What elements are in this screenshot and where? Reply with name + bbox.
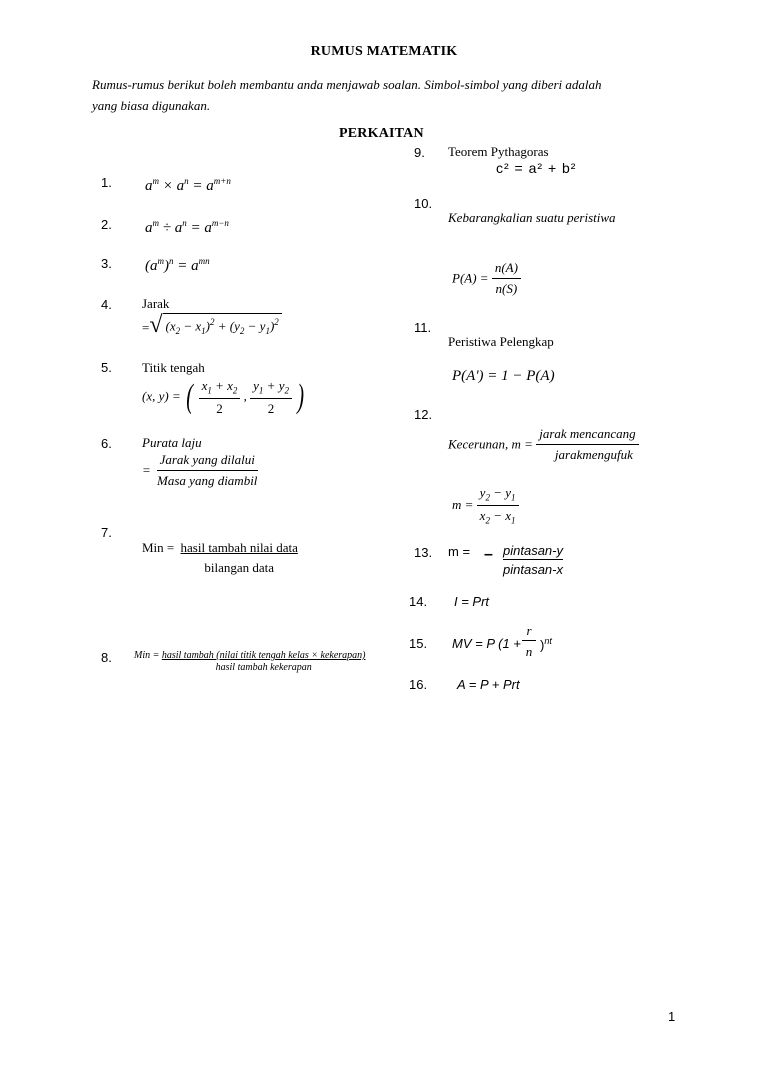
section-heading: PERKAITAN (339, 126, 424, 141)
formula-16: A = P + Prt (457, 677, 520, 692)
formula-15-r: r (526, 623, 532, 638)
pintasan-y: pintasan-y (503, 543, 563, 558)
item-number-5: 5. (101, 360, 112, 375)
item-number-7: 7. (101, 525, 112, 540)
formula-8 (134, 650, 366, 673)
item-number-9: 9. (414, 145, 425, 160)
formula-13 (503, 543, 563, 577)
m13-minus: – (484, 546, 493, 563)
kecerunan-label: Kecerunan, m = (448, 436, 533, 452)
formula-12b: m = $\frac{y_2 - y_1}{x_2 - x_1}$ (452, 485, 519, 525)
min8-label: Min = (134, 650, 162, 661)
kecerunan-denominator: jarakmengufuk (554, 447, 633, 462)
item-number-4: 4. (101, 297, 112, 312)
pa-numerator: n(A) (492, 260, 521, 279)
formula-15-lhs: MV = P (1 + (452, 636, 521, 651)
item-number-2: 2. (101, 217, 112, 232)
formula-6: = $\frac{\text{Jarak yang dilalui}}{\text{Masa yang diambil}}$ (142, 452, 260, 489)
min8-numerator: hasil tambah (nilai titik tengah kelas × kekerapan) (161, 650, 366, 661)
item-number-10: 10. (414, 196, 433, 211)
min8-denominator: hasil tambah kekerapan (215, 662, 312, 673)
formula-15-close: ) (540, 637, 545, 653)
min7-denominator: bilangan data (204, 560, 275, 575)
pelengkap-formula: P(A') = 1 − P(A) (452, 368, 555, 384)
item-number-6: 6. (101, 436, 112, 451)
item-number-12: 12. (414, 407, 433, 422)
m-lhs: m = (452, 497, 474, 513)
masa-diambil: Masa yang diambil (157, 473, 258, 488)
intro-text (92, 74, 692, 116)
formula-5: (x, y) = ( $\frac{x_1 + x_2}{2}$ , $\frac{y_1 + y_2}{2}$ ) (142, 378, 305, 416)
formula-10 (452, 260, 521, 297)
formula-15-n: n (525, 644, 533, 659)
formula-4: = √ $(x_2 - x_1)^2 + (y_2 - y_1)^2$ (142, 313, 282, 337)
page-number: 1 (668, 1009, 676, 1024)
intro-line-1: Rumus-rumus berikut boleh membantu anda menjawab soalan. Simbol-simbol yang diberi adalah (92, 77, 602, 92)
pintasan-x: pintasan-x (503, 562, 563, 577)
item-number-15: 15. (409, 636, 428, 651)
page-title: RUMUS MATEMATIK (310, 44, 458, 59)
jarak-dilalui: Jarak yang dilalui (157, 452, 258, 471)
item-number-11: 11. (414, 320, 432, 335)
min7-numerator: hasil tambah nilai data (180, 540, 298, 555)
item-number-1: 1. (101, 175, 112, 190)
formula-14: I = Prt (454, 594, 490, 609)
formula-15-bar (522, 640, 536, 641)
formula-15-rhs (540, 636, 552, 652)
item-number-14: 14. (409, 594, 428, 609)
item-number-8: 8. (101, 650, 112, 665)
kebarangkalian-label: Kebarangkalian suatu peristiwa (448, 210, 616, 225)
pelengkap-label: Peristiwa Pelengkap (448, 334, 554, 349)
formula-15-exp: nt (544, 636, 552, 646)
min7-label: Min = (142, 540, 178, 555)
pa-lhs: P(A) = (452, 270, 489, 286)
kecerunan-numerator: jarak mencancang (536, 426, 638, 445)
item-number-13: 13. (414, 545, 433, 560)
pythagoras-formula: c² = a² + b² (496, 160, 577, 176)
formula-2: $a^m \div a^n = a^{m-n}$ (145, 218, 229, 236)
formula-12a (448, 426, 639, 463)
item-number-16: 16. (409, 677, 428, 692)
formula-7 (142, 540, 301, 576)
item-number-3: 3. (101, 256, 112, 271)
formula-3: $(a^m)^n = a^{mn}$ (145, 256, 210, 274)
jarak-label: Jarak (142, 296, 170, 311)
pa-denominator: n(S) (495, 281, 518, 296)
formula-1: $a^m \times a^n = a^{m+n}$ (145, 176, 231, 194)
purata-laju-label: Purata laju (142, 435, 202, 450)
m13-label: m = (448, 544, 471, 559)
pythagoras-label: Teorem Pythagoras (448, 144, 549, 159)
titik-tengah-label: Titik tengah (142, 360, 205, 375)
intro-line-2: yang biasa digunakan. (92, 98, 211, 113)
